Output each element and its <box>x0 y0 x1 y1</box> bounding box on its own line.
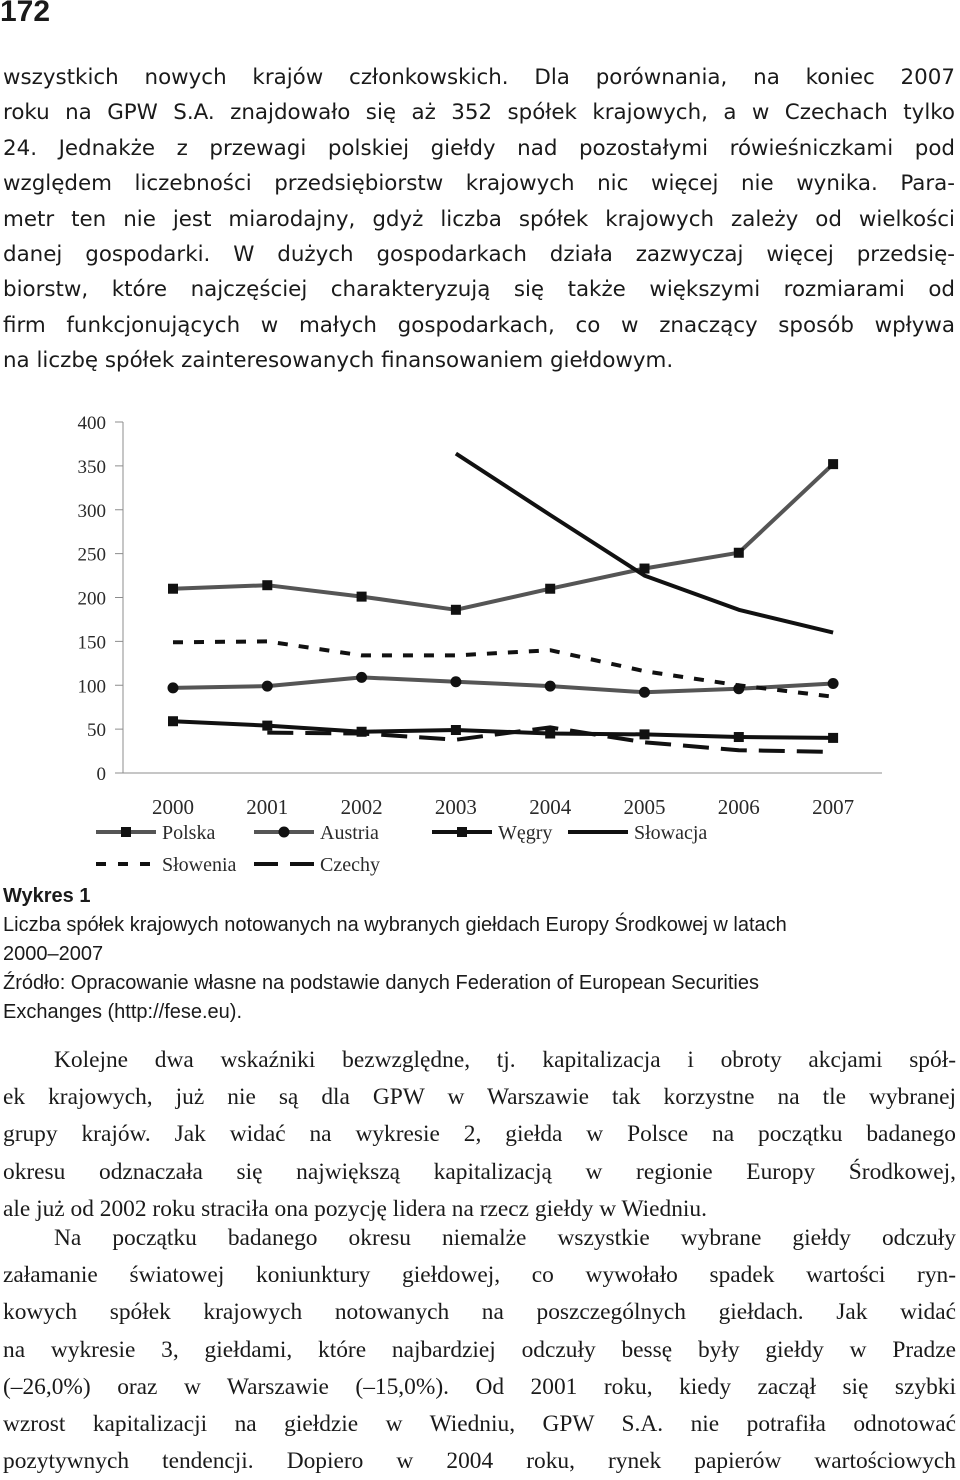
legend-marker <box>279 827 290 838</box>
data-point <box>168 682 179 693</box>
figure-source <box>3 969 958 1027</box>
y-axis-ticks <box>78 413 124 785</box>
text-line: Kolejne dwa wskaźniki bezwzględne, tj. kapitalizacja i obroty akcjami spół- <box>54 1047 956 1073</box>
paragraph-bear-market <box>3 1220 956 1480</box>
text-line: (–26,0%) oraz w Warszawie (–15,0%). Od 2001 roku, kiedy zaczął się szybki <box>3 1373 956 1400</box>
text-line: na liczbę spółek zainteresowanych finansowaniem giełdowym. <box>3 348 674 374</box>
text-line: firm funkcjonujących w małych gospodarkach, co w znaczący sposób wpływa <box>3 312 955 338</box>
source-line: Źródło: Opracowanie własne na podstawie danych Federation of European Securities <box>3 972 759 994</box>
legend-label: Słowenia <box>162 854 237 876</box>
legend-marker <box>121 827 131 837</box>
y-tick-label: 200 <box>77 588 106 610</box>
legend-item-węgry <box>432 822 552 844</box>
text-line: pozytywnych tendencji. Dopiero w 2004 roku, rynek papierów wartościowych <box>3 1448 956 1475</box>
figure-caption-title: Wykres 1 <box>3 885 91 907</box>
data-point <box>545 681 556 692</box>
y-tick-label: 400 <box>77 413 106 434</box>
text-line: okresu odznaczała się największą kapitalizacją w regionie Europy Środkowej, <box>3 1158 956 1185</box>
legend-label: Polska <box>162 822 216 844</box>
page-number: 172 <box>0 0 51 28</box>
text-line: Na początku badanego okresu niemalże wszystkie wybrane giełdy odczuły <box>54 1225 956 1251</box>
legend-label: Czechy <box>320 854 380 876</box>
data-point <box>356 672 367 683</box>
data-point <box>545 584 555 594</box>
data-point <box>639 687 650 698</box>
data-point <box>734 732 744 742</box>
legend-item-słowenia <box>96 854 237 876</box>
data-point <box>357 592 367 602</box>
y-tick-label: 0 <box>96 764 106 785</box>
y-tick-label: 50 <box>87 720 106 742</box>
legend-label: Węgry <box>498 822 553 844</box>
data-point <box>168 716 178 726</box>
text-line: względem liczebności przedsiębiorstw krajowych nic więcej nie wynika. Para- <box>3 171 955 197</box>
legend-item-czechy <box>254 854 380 876</box>
data-point <box>640 729 650 739</box>
x-tick-label: 2004 <box>529 795 572 819</box>
caption-line: 2000–2007 <box>3 943 104 965</box>
x-tick-label: 2000 <box>152 795 194 819</box>
y-tick-label: 250 <box>77 544 106 566</box>
data-point <box>545 729 555 739</box>
data-point <box>451 605 461 615</box>
legend-item-polska <box>96 822 215 844</box>
data-point <box>262 681 273 692</box>
y-tick-label: 350 <box>77 456 106 478</box>
data-point <box>828 733 838 743</box>
data-point <box>168 584 178 594</box>
x-tick-label: 2007 <box>812 795 855 819</box>
text-line: grupy krajów. Jak widać na wykresie 2, giełda w Polsce na początku badanego <box>3 1121 956 1148</box>
text-line: wszystkich nowych krajów członkowskich. Dla porównania, na koniec 2007 <box>3 65 955 90</box>
text-line: kowych spółek krajowych notowanych na poszczególnych giełdach. Jak widać <box>3 1299 956 1326</box>
data-point <box>262 580 272 590</box>
series-layer <box>168 454 839 752</box>
legend-item-słowacja <box>568 822 707 844</box>
legend <box>96 822 707 876</box>
text-line: ale już od 2002 roku straciła ona pozycję lidera na rzecz giełdy w Wiedniu. <box>3 1195 707 1222</box>
legend-label: Słowacja <box>634 822 708 844</box>
legend-item-austria <box>254 822 379 844</box>
data-point <box>734 548 744 558</box>
text-line: 24. Jednakże z przewagi polskiej giełdy nad pozostałymi rówieśniczkami pod <box>3 135 955 161</box>
data-point <box>450 676 461 687</box>
legend-marker <box>457 827 467 837</box>
source-line: Exchanges (http://fese.eu). <box>3 1001 243 1023</box>
y-tick-label: 100 <box>77 676 106 698</box>
data-point <box>828 459 838 469</box>
paragraph-capitalization <box>3 1042 956 1228</box>
x-tick-label: 2005 <box>623 795 666 819</box>
y-tick-label: 150 <box>77 632 106 654</box>
text-line: roku na GPW S.A. znajdowało się aż 352 spółek krajowych, a w Czechach tylko <box>3 100 955 126</box>
series-line <box>456 454 833 633</box>
data-point <box>262 721 272 731</box>
figure-caption-text <box>3 911 958 969</box>
text-line: biorstw, które najczęściej charakteryzują się także większymi rozmiarami od <box>3 277 955 303</box>
x-tick-label: 2002 <box>340 795 383 819</box>
y-tick-label: 300 <box>77 500 106 522</box>
paragraph-intro <box>3 60 955 379</box>
x-tick-label: 2003 <box>434 795 477 819</box>
line-chart <box>0 400 960 885</box>
text-line: ek krajowych, już nie są dla GPW w Warszawie tak korzystne na tle wybranej <box>3 1084 956 1111</box>
legend-label: Austria <box>320 822 379 844</box>
text-line: wzrost kapitalizacji na giełdzie w Wiedniu, GPW S.A. nie potrafiła odnotować <box>3 1411 956 1438</box>
data-point <box>451 725 461 735</box>
x-tick-label: 2006 <box>717 795 760 819</box>
x-tick-label: 2001 <box>246 795 289 819</box>
series-słowacja <box>456 454 833 633</box>
series-węgry <box>168 716 838 743</box>
caption-line: Liczba spółek krajowych notowanych na wybranych giełdach Europy Środkowej w latach <box>3 914 787 936</box>
text-line: metr ten nie jest miarodajny, gdyż liczba spółek krajowych zależy od wielkości <box>3 206 955 232</box>
text-line: danej gospodarki. W dużych gospodarkach działa zazwyczaj więcej przedsię- <box>3 242 955 268</box>
x-axis-ticks <box>152 795 854 819</box>
text-line: załamanie światowej koniunktury giełdowej, co wywołało spadek wartości ryn- <box>3 1262 956 1289</box>
data-point <box>828 678 839 689</box>
text-line: na wykresie 3, giełdami, które najbardziej odczuły bessę były giełdy w Pradze <box>3 1336 956 1363</box>
